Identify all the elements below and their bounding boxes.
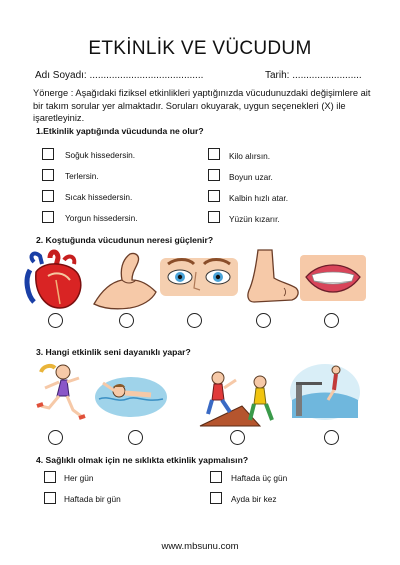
checkbox-q4-left-1[interactable]	[44, 471, 56, 483]
running-girl-image	[35, 362, 90, 424]
footer-url[interactable]: www.mbsunu.com	[161, 541, 239, 552]
checkbox-q1-right-1[interactable]	[208, 148, 220, 160]
checkbox-q4-left-2[interactable]	[44, 492, 56, 504]
option-label: Yorgun hissedersin.	[65, 213, 138, 223]
date-field[interactable]: Tarih: .........................	[265, 70, 362, 81]
option-label: Yüzün kızarır.	[229, 214, 280, 224]
option-label: Soğuk hissedersin.	[65, 150, 136, 160]
option-label: Her gün	[64, 473, 94, 483]
checkbox-q1-right-4[interactable]	[208, 211, 220, 223]
arm-muscle-image	[92, 250, 162, 310]
swimming-boy-image	[95, 375, 167, 419]
checkbox-q1-left-3[interactable]	[42, 190, 54, 202]
eyes-image	[160, 252, 238, 302]
answer-circle-q3-4[interactable]	[324, 430, 339, 445]
page-title: ETKİNLİK VE VÜCUDUM	[88, 38, 312, 59]
answer-circle-q2-5[interactable]	[324, 313, 339, 328]
checkbox-q1-left-4[interactable]	[42, 211, 54, 223]
foot-image	[240, 248, 302, 308]
heart-image	[20, 250, 90, 310]
option-label: Boyun uzar.	[229, 172, 273, 182]
kids-climbing-image	[190, 370, 282, 430]
question-2: 2. Koştuğunda vücudunun neresi güçlenir?	[36, 235, 214, 245]
question-1: 1.Etkinlik yaptığında vücudunda ne olur?	[36, 126, 204, 136]
checkbox-q1-left-1[interactable]	[42, 148, 54, 160]
diving-image	[290, 360, 360, 420]
option-label: Sıcak hissedersin.	[65, 192, 133, 202]
answer-circle-q3-3[interactable]	[230, 430, 245, 445]
answer-circle-q3-2[interactable]	[128, 430, 143, 445]
option-label: Kalbin hızlı atar.	[229, 193, 289, 203]
answer-circle-q3-1[interactable]	[48, 430, 63, 445]
option-label: Haftada bir gün	[64, 494, 121, 504]
instructions: Yönerge : Aşağıdaki fiziksel etkinlikleri yaptığınızda vücudunuzdaki değişimlere ait bir takım sorular yer almaktadır. Soruları okuyarak, uygun seçenekleri (X) ile işaretleyiniz.	[33, 88, 371, 123]
checkbox-q4-right-1[interactable]	[210, 471, 222, 483]
name-field[interactable]: Adı Soyadı: .........................................	[35, 70, 204, 81]
option-label: Terlersin.	[65, 171, 99, 181]
question-4: 4. Sağlıklı olmak için ne sıklıkta etkinlik yapmalısın?	[36, 455, 249, 465]
option-label: Kilo alırsın.	[229, 151, 271, 161]
option-label: Haftada üç gün	[231, 473, 288, 483]
checkbox-q1-right-3[interactable]	[208, 190, 220, 202]
question-3: 3. Hangi etkinlik seni dayanıklı yapar?	[36, 347, 191, 357]
checkbox-q1-left-2[interactable]	[42, 169, 54, 181]
answer-circle-q2-1[interactable]	[48, 313, 63, 328]
checkbox-q1-right-2[interactable]	[208, 169, 220, 181]
checkbox-q4-right-2[interactable]	[210, 492, 222, 504]
answer-circle-q2-4[interactable]	[256, 313, 271, 328]
answer-circle-q2-2[interactable]	[119, 313, 134, 328]
option-label: Ayda bir kez	[231, 494, 277, 504]
mouth-image	[300, 255, 366, 301]
answer-circle-q2-3[interactable]	[187, 313, 202, 328]
